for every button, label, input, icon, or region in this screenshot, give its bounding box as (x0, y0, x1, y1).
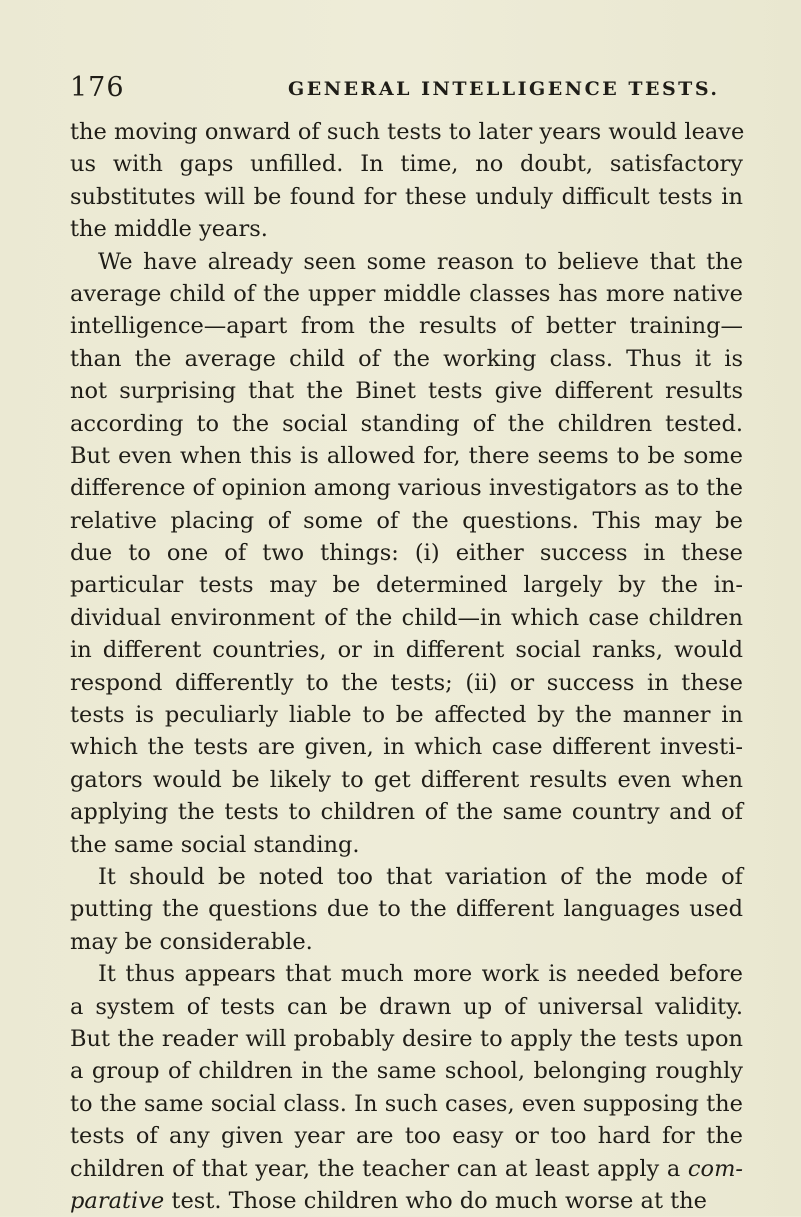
text-line: to the same social class. In such cases, even supposing the (70, 1090, 743, 1117)
text-line: It thus appears that much more work is needed before (98, 961, 743, 988)
text-line: We have already seen some reason to believe that the (98, 248, 743, 275)
text-line: But even when this is allowed for, there seems to be some (70, 442, 743, 469)
text-line: dividual environment of the child—in which case children (70, 604, 743, 631)
text-line: But the reader will probably desire to apply the tests upon (70, 1025, 743, 1052)
text-line: It should be noted too that variation of the mode of (98, 863, 743, 890)
page-number: 176 (70, 72, 125, 103)
text-line: a system of tests can be drawn up of universal validity. (70, 993, 743, 1020)
running-head (70, 72, 740, 106)
text-segment: test. Those children who do much worse at the (171, 1187, 707, 1214)
text-segment: children of that year, the teacher can at least apply a (70, 1155, 681, 1182)
text-line: gators would be likely to get different results even when (70, 766, 743, 793)
text-line: which the tests are given, in which case different investi- (70, 734, 743, 761)
text-line: in different countries, or in different social ranks, would (70, 637, 743, 664)
text-line (70, 1153, 743, 1185)
text-line: putting the questions due to the different languages used (70, 896, 743, 923)
text-line: particular tests may be determined largely by the in- (70, 572, 743, 599)
text-line: the moving onward of such tests to later years would leave (70, 119, 745, 145)
text-line: a group of children in the same school, belonging roughly (70, 1058, 743, 1085)
italic-text: parative (70, 1187, 165, 1214)
text-line (70, 1185, 743, 1217)
text-line: substitutes will be found for these unduly difficult tests in (70, 183, 743, 210)
text-line: tests is peculiarly liable to be affected by the manner in (70, 702, 743, 729)
italic-text: com- (687, 1155, 744, 1182)
text-line: average child of the upper middle classes has more native (70, 280, 743, 307)
text-line: respond differently to the tests; (ii) or success in these (70, 669, 743, 696)
text-line: may be considerable. (70, 928, 313, 955)
body-text (70, 116, 743, 1217)
text-line: not surprising that the Binet tests give different results (70, 378, 743, 405)
text-line: the middle years. (70, 216, 268, 243)
text-line: due to one of two things: (i) either success in these (70, 540, 743, 567)
text-line: according to the social standing of the children tested. (70, 410, 743, 437)
text-line: difference of opinion among various investigators as to the (70, 475, 743, 502)
text-line: the same social standing. (70, 831, 360, 858)
text-line: than the average child of the working class. Thus it is (70, 345, 743, 372)
text-line: us with gaps unfilled. In time, no doubt, satisfactory (70, 151, 743, 178)
text-line: applying the tests to children of the same country and of (70, 799, 743, 826)
text-line: relative placing of some of the questions. This may be (70, 507, 743, 534)
text-line: intelligence—apart from the results of better training— (70, 313, 743, 340)
running-title: GENERAL INTELLIGENCE TESTS. (288, 78, 720, 100)
text-line: tests of any given year are too easy or too hard for the (70, 1123, 743, 1150)
